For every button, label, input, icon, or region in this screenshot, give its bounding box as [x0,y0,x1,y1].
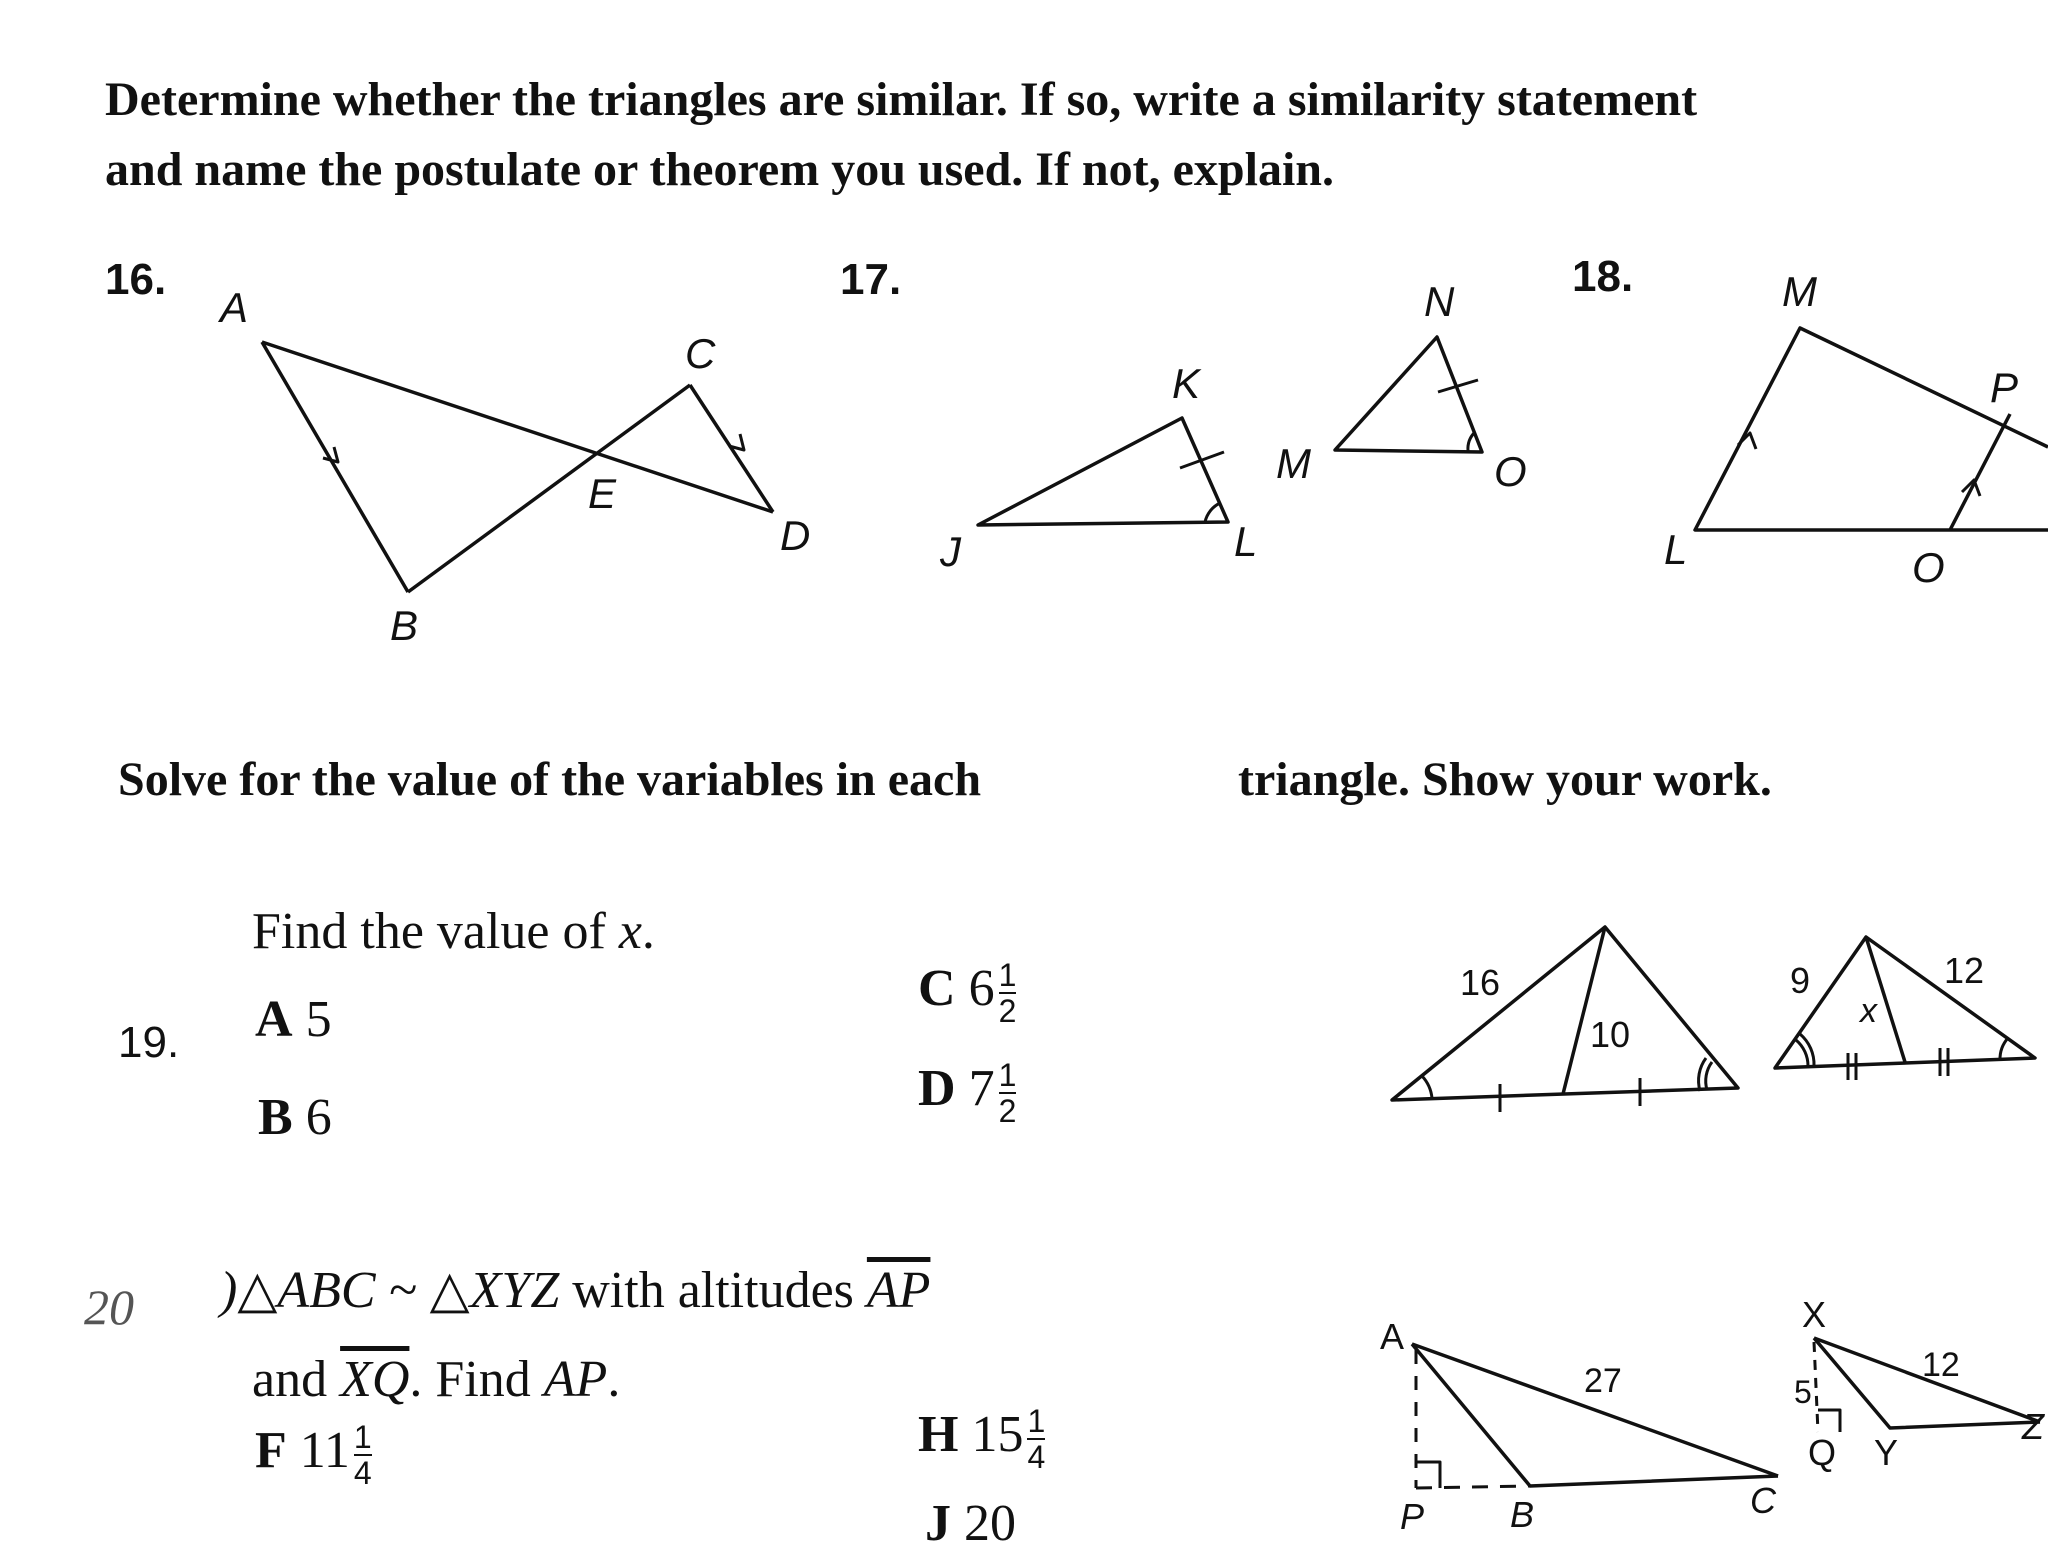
choice-f: F 11 $\frac{1}{4}$ [255,1419,372,1491]
problem-20-statement-line-1: )△ABC ~ △XYZ with altitudes $\overline{AP}$ [220,1262,931,1319]
problem-16-number: 16. [105,255,167,304]
figure-20-vertex-C: C [1750,1480,1776,1521]
vertex-label-C: C [685,330,716,377]
figure-20-vertex-Y: Y [1874,1432,1899,1473]
problem-16-figure [262,342,773,592]
figure-20-vertex-P: P [1400,1496,1425,1537]
vertex-label-O: O [1494,448,1527,495]
instructions-line-1: Determine whether the triangles are similar. If so, write a similarity statement [105,73,1698,126]
fraction: $\frac{1}{4}$ [1027,1403,1046,1475]
figure-20-vertex-A: A [1380,1316,1405,1357]
problem-19-number: 19. [118,1018,180,1067]
vertex-label-M-18: M [1782,268,1817,315]
figure-20-vertex-Q: Q [1808,1432,1837,1473]
vertex-label-B: B [390,602,419,649]
vertex-label-N: N [1424,278,1455,325]
vertex-label-K: K [1172,360,1201,407]
vertex-label-P-18: P [1990,364,2019,411]
choice-h: H 15 $\frac{1}{4}$ [918,1403,1046,1475]
choice-a: A 5 [255,991,332,1048]
problem-18-figure [1695,328,2048,530]
figure-20-altitude-5: 5 [1794,1374,1812,1410]
problem-19-figure [1392,927,2035,1112]
solve-instructions-left: Solve for the value of the variables in each [118,753,982,806]
figure-20-side-27: 27 [1584,1362,1622,1400]
vertex-label-E: E [588,470,617,517]
problem-17-figure [978,337,1482,525]
vertex-label-D: D [780,512,811,559]
solve-instructions-right: triangle. Show your work. [1238,753,1772,806]
choice-j: J 20 [925,1495,1016,1552]
figure-20-side-12: 12 [1922,1346,1960,1384]
figure-19-side-12: 12 [1944,950,1985,991]
vertex-label-L: L [1234,518,1258,565]
choice-c: C 6 $\frac{1}{2}$ [918,957,1017,1029]
figure-19-var-x: x [1860,992,1877,1030]
vertex-label-O-18: O [1912,544,1945,591]
fraction: $\frac{1}{2}$ [998,1057,1017,1129]
figure-20-vertex-Z: Z [2022,1406,2044,1447]
vertex-label-M: M [1276,440,1311,487]
problem-17-number: 17. [840,255,902,304]
figure-19-side-9: 9 [1790,960,1811,1001]
fraction: $\frac{1}{2}$ [998,957,1017,1029]
figure-19-median-10: 10 [1590,1014,1631,1055]
figure-20-vertex-B: B [1510,1494,1535,1535]
fraction: $\frac{1}{4}$ [353,1419,372,1491]
choice-d: D 7 $\frac{1}{2}$ [918,1057,1017,1129]
figure-20-vertex-X: X [1802,1294,1827,1335]
problem-19-prompt: Find the value of x. [252,903,655,960]
choice-b: B 6 [258,1089,332,1146]
problem-20-handwritten-number: 20 [84,1279,134,1335]
problem-18-number: 18. [1572,252,1634,301]
vertex-label-J: J [940,528,961,575]
figure-19-side-16: 16 [1460,962,1501,1003]
instructions-line-2: and name the postulate or theorem you used. If not, explain. [105,143,1334,196]
vertex-label-L-18: L [1664,526,1688,573]
problem-20-statement-line-2: and $\overline{XQ}$. Find AP. [252,1351,621,1408]
vertex-label-A: A [220,284,249,331]
